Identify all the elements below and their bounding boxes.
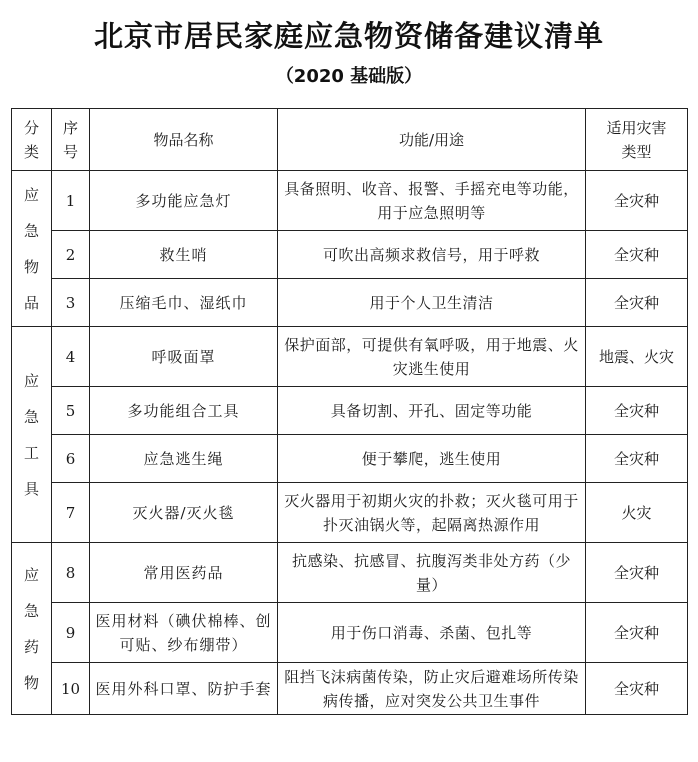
disaster-cell: 全灾种 bbox=[586, 171, 688, 231]
category-cell: 应急物品 bbox=[12, 171, 52, 327]
item-name-cell: 呼吸面罩 bbox=[90, 327, 278, 387]
table-row bbox=[12, 279, 688, 327]
item-name-cell: 灭火器/灭火毯 bbox=[90, 483, 278, 543]
function-cell: 用于个人卫生清洁 bbox=[278, 279, 586, 327]
table-row bbox=[12, 603, 688, 663]
table-row bbox=[12, 327, 688, 387]
page-title: 北京市居民家庭应急物资储备建议清单 bbox=[93, 19, 604, 53]
header-seq: 序号 bbox=[52, 109, 90, 171]
seq-cell: 3 bbox=[52, 279, 90, 327]
page-subtitle: （2020 基础版） bbox=[275, 66, 423, 87]
table-row bbox=[12, 387, 688, 435]
table-row bbox=[12, 483, 688, 543]
disaster-cell: 全灾种 bbox=[586, 663, 688, 715]
seq-cell: 7 bbox=[52, 483, 90, 543]
seq-cell: 4 bbox=[52, 327, 90, 387]
item-name-cell: 常用医药品 bbox=[90, 543, 278, 603]
seq-cell: 8 bbox=[52, 543, 90, 603]
function-cell: 具备照明、收音、报警、手摇充电等功能，用于应急照明等 bbox=[278, 171, 586, 231]
table-row bbox=[12, 435, 688, 483]
seq-cell: 6 bbox=[52, 435, 90, 483]
header-disaster: 适用灾害类型 bbox=[586, 109, 688, 171]
disaster-cell: 全灾种 bbox=[586, 543, 688, 603]
item-name-cell: 医用材料（碘伏棉棒、创可贴、纱布绷带） bbox=[90, 603, 278, 663]
table-row bbox=[12, 171, 688, 231]
disaster-cell: 全灾种 bbox=[586, 435, 688, 483]
table-row bbox=[12, 543, 688, 603]
item-name-cell: 救生哨 bbox=[90, 231, 278, 279]
table-row bbox=[12, 663, 688, 715]
seq-cell: 9 bbox=[52, 603, 90, 663]
function-cell: 灭火器用于初期火灾的扑救；灭火毯可用于扑灭油锅火等，起隔离热源作用 bbox=[278, 483, 586, 543]
function-cell: 保护面部，可提供有氧呼吸，用于地震、火灾逃生使用 bbox=[278, 327, 586, 387]
function-cell: 阻挡飞沫病菌传染，防止灾后避难场所传染病传播，应对突发公共卫生事件 bbox=[278, 663, 586, 715]
item-name-cell: 应急逃生绳 bbox=[90, 435, 278, 483]
seq-cell: 2 bbox=[52, 231, 90, 279]
disaster-cell: 全灾种 bbox=[586, 387, 688, 435]
function-cell: 抗感染、抗感冒、抗腹泻类非处方药（少量） bbox=[278, 543, 586, 603]
item-name-cell: 医用外科口罩、防护手套 bbox=[90, 663, 278, 715]
disaster-cell: 全灾种 bbox=[586, 279, 688, 327]
disaster-cell: 地震、火灾 bbox=[586, 327, 688, 387]
table-row bbox=[12, 231, 688, 279]
category-cell: 应急工具 bbox=[12, 327, 52, 543]
header-name: 物品名称 bbox=[90, 109, 278, 171]
header-function: 功能/用途 bbox=[278, 109, 586, 171]
seq-cell: 1 bbox=[52, 171, 90, 231]
disaster-cell: 全灾种 bbox=[586, 603, 688, 663]
item-name-cell: 多功能组合工具 bbox=[90, 387, 278, 435]
function-cell: 用于伤口消毒、杀菌、包扎等 bbox=[278, 603, 586, 663]
disaster-cell: 全灾种 bbox=[586, 231, 688, 279]
header-category: 分类 bbox=[12, 109, 52, 171]
category-cell: 应急药物 bbox=[12, 543, 52, 715]
function-cell: 便于攀爬，逃生使用 bbox=[278, 435, 586, 483]
function-cell: 可吹出高频求救信号，用于呼救 bbox=[278, 231, 586, 279]
seq-cell: 5 bbox=[52, 387, 90, 435]
function-cell: 具备切割、开孔、固定等功能 bbox=[278, 387, 586, 435]
item-name-cell: 多功能应急灯 bbox=[90, 171, 278, 231]
disaster-cell: 火灾 bbox=[586, 483, 688, 543]
item-name-cell: 压缩毛巾、湿纸巾 bbox=[90, 279, 278, 327]
seq-cell: 10 bbox=[52, 663, 90, 715]
supply-checklist-table bbox=[11, 108, 688, 715]
